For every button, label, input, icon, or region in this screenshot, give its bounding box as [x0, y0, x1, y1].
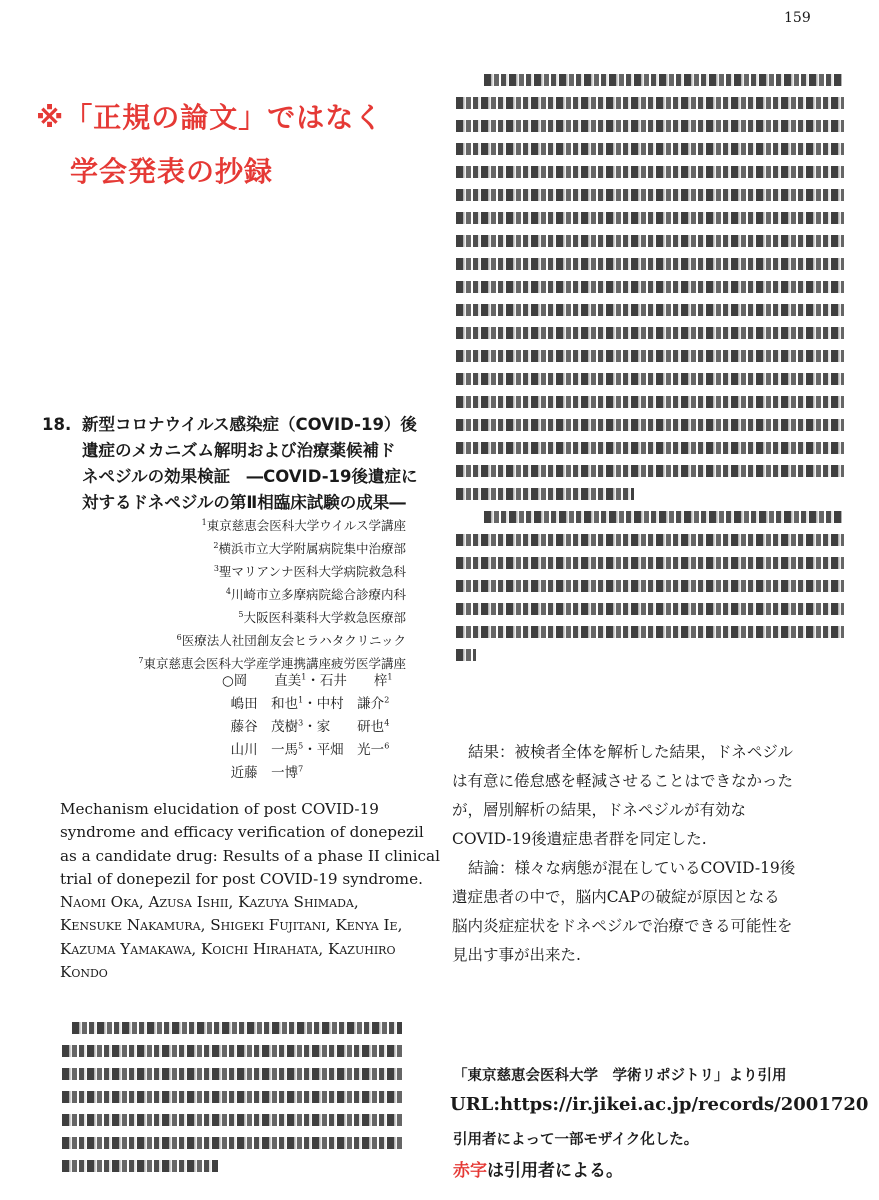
results-line: が，層別解析の結果，ドネペジルが有効な	[452, 801, 746, 819]
article-number: 18.	[42, 415, 72, 434]
red-annotation-line2: 学会発表の抄録	[70, 155, 274, 188]
affiliation: $^2$横浜市立大学附属病院集中治療部	[213, 540, 406, 556]
title-line: 遺症のメカニズム解明および治療薬候補ド	[82, 441, 396, 460]
english-title-authors	[60, 798, 440, 984]
citation-source: 「東京慈恵会医科大学 学術リポジトリ」より引用	[453, 1068, 787, 1084]
citation-red-note: 赤字は引用者による。	[453, 1161, 623, 1181]
affiliation: $^1$東京慈恵会医科大学ウイルス学講座	[201, 517, 406, 533]
author-row: 藤谷 茂樹$^3$・家 研也$^4$	[230, 718, 390, 735]
author-row: 嶋田 和也$^1$・中村 謙介$^2$	[230, 695, 390, 712]
conclusion-line: 見出す事が出来た.	[452, 946, 581, 964]
author-row: 山川 一馬$^5$・平畑 光一$^6$	[230, 741, 390, 758]
english-authors-line: Naomi Oka, Azusa Ishii, Kazuya Shimada,	[60, 893, 359, 912]
english-authors-line: Kondo	[60, 963, 108, 982]
english-title-line: trial of donepezil for post COVID-19 syndrome.	[60, 869, 423, 888]
results-line: 結果：被検者全体を解析した結果，ドネペジル	[468, 743, 793, 761]
conclusion-line: 結論：様々な病態が混在しているCOVID-19後	[468, 859, 796, 877]
results-line: は有意に倦怠感を軽減させることはできなかった	[452, 772, 794, 790]
english-authors-line: Kensuke Nakamura, Shigeki Fujitani, Kenya Ie,	[60, 916, 403, 935]
mosaic-left-bottom	[62, 1022, 402, 1182]
citation-mosaic-note: 引用者によって一部モザイク化した。	[453, 1132, 699, 1148]
affiliation: $^3$聖マリアンナ医科大学病院救急科	[213, 563, 406, 579]
title-line: 対するドネペジルの第Ⅱ相臨床試験の成果―	[82, 493, 406, 512]
citation-url[interactable]: URL:https://ir.jikei.ac.jp/records/2001720	[450, 1094, 869, 1115]
affiliation: $^4$川崎市立多摩病院総合診療内科	[225, 586, 406, 602]
red-text-label: 赤字	[453, 1161, 487, 1181]
authors-jp	[222, 670, 392, 785]
results-line: COVID-19後遺症患者群を同定した.	[452, 830, 707, 848]
author-row: 近藤 一博$^7$	[230, 764, 304, 781]
title-line: 新型コロナウイルス感染症（COVID-19）後	[82, 415, 417, 434]
mosaic-right-top	[456, 74, 844, 690]
english-title-line: as a candidate drug: Results of a phase II clinical	[60, 846, 440, 865]
title-line: ネペジルの効果検証 ―COVID-19後遺症に	[82, 467, 418, 486]
article-title	[42, 412, 432, 516]
red-annotation-line1: ※「正規の論文」ではなく	[36, 101, 384, 134]
conclusion-line: 遺症患者の中で，脳内CAPの破綻が原因となる	[452, 888, 780, 906]
affiliation: $^7$東京慈恵会医科大学産学連携講座疲労医学講座	[138, 655, 406, 671]
affiliation: $^6$医療法人社団創友会ヒラハタクリニック	[176, 632, 406, 648]
page-number: 159	[784, 10, 811, 26]
english-title-line: syndrome and efficacy verification of donepezil	[60, 823, 424, 842]
author-row: ○岡 直美$^1$・石井 梓$^1$	[222, 672, 393, 689]
affiliation: $^5$大阪医科薬科大学救急医療部	[238, 609, 406, 625]
affiliations	[138, 514, 406, 675]
english-authors-line: Kazuma Yamakawa, Koichi Hirahata, Kazuhiro	[60, 939, 396, 958]
english-title-line: Mechanism elucidation of post COVID-19	[60, 800, 379, 818]
conclusion-line: 脳内炎症症状をドネペジルで治療できる可能性を	[452, 917, 793, 935]
results-conclusion	[452, 738, 844, 970]
